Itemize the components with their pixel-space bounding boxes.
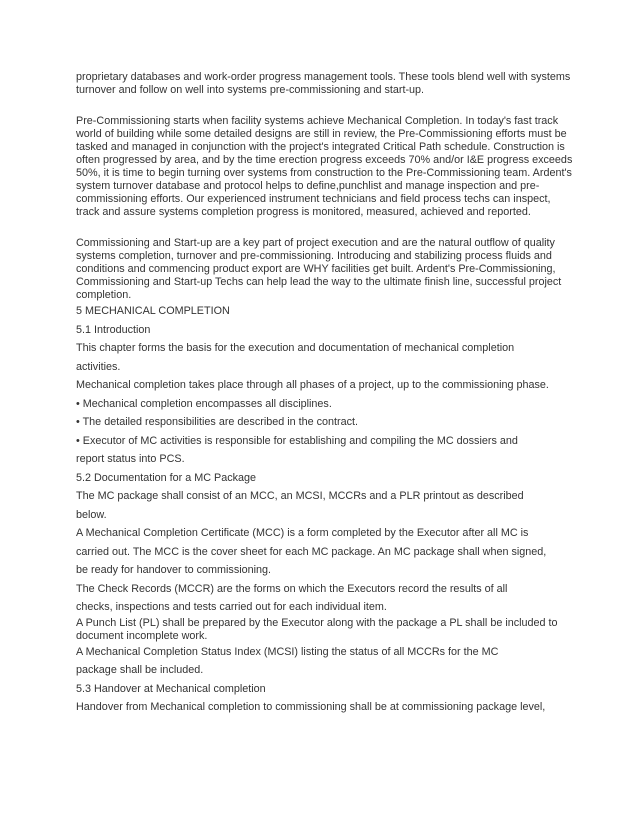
section-heading-5-3: 5.3 Handover at Mechanical completion [76,682,266,695]
text-line: document incomplete work. [76,629,208,642]
text-line: A Mechanical Completion Status Index (MCSI) listing the status of all MCCRs for the MC [76,645,499,658]
bullet-item: • Executor of MC activities is responsible for establishing and compiling the MC dossiers and [76,434,518,447]
section-heading-5-2: 5.2 Documentation for a MC Package [76,471,257,484]
document-page [76,71,576,717]
text-line: checks, inspections and tests carried out for each individual item. [76,601,387,613]
text-line: report status into PCS. [76,453,185,465]
text-line: The MC package shall consist of an MCC, an MCSI, MCCRs and a PLR printout as described [76,490,524,502]
paragraph-commissioning-startup: Commissioning and Start-up are a key part of project execution and are the natural outflow of quality systems completion, turnover and pre-commissioning. Introducing and stabilizing process fluids and conditions and commencing product export are WHY facilities get built. Ardent's Pre-Commissioning, Commissioning and Start-up Techs can help lead the way to the ultimate finish line, successful project completion. [76,237,562,301]
text-line: package shall be included. [76,664,204,676]
text-line: A Punch List (PL) shall be prepared by the Executor along with the package a PL shall be included to [76,616,558,629]
bullet-item: • The detailed responsibilities are described in the contract. [76,416,359,428]
text-line: below. [76,508,107,521]
text-line: be ready for handover to commissioning. [76,564,272,576]
text-line: A Mechanical Completion Certificate (MCC) is a form completed by the Executor after all MC is [76,527,529,539]
section-heading-5-1: 5.1 Introduction [76,323,151,336]
text-line: activities. [76,360,121,373]
paragraph-tools: proprietary databases and work-order progress management tools. These tools blend well with systems turnover and follow on well into systems pre-commissioning and start-up. [76,71,571,96]
text-line: Mechanical completion takes place through all phases of a project, up to the commissioning phase. [76,379,549,391]
text-line: carried out. The MCC is the cover sheet for each MC package. An MC package shall when signed, [76,545,547,558]
paragraph-pre-commissioning: Pre-Commissioning starts when facility systems achieve Mechanical Completion. In today's fast track world of building while some detailed designs are still in review, the Pre-Commissioning efforts must be tasked and managed in conjunction with the project's integrated Critical Path schedule. Construction is often progressed by area, and by the time erection progress exceeds 70% and/or I&E progress exceeds 50%, it is time to begin turning over systems from construction to the Pre-Commissioning team. Ardent's system turnover database and protocol helps to define,punchlist and manage inspection and pre-commissioning efforts. Our experienced instrument technicians and field process techs can inspect, track and assure systems completion progress is monitored, measured, achieved and reported. [76,115,573,218]
text-line: Handover from Mechanical completion to commissioning shall be at commissioning package level, [76,701,546,713]
section-heading-5: 5 MECHANICAL COMPLETION [76,305,230,317]
text-line: This chapter forms the basis for the execution and documentation of mechanical completion [76,342,515,354]
bullet-item: • Mechanical completion encompasses all disciplines. [76,397,332,410]
text-line: The Check Records (MCCR) are the forms on which the Executors record the results of all [76,582,508,595]
